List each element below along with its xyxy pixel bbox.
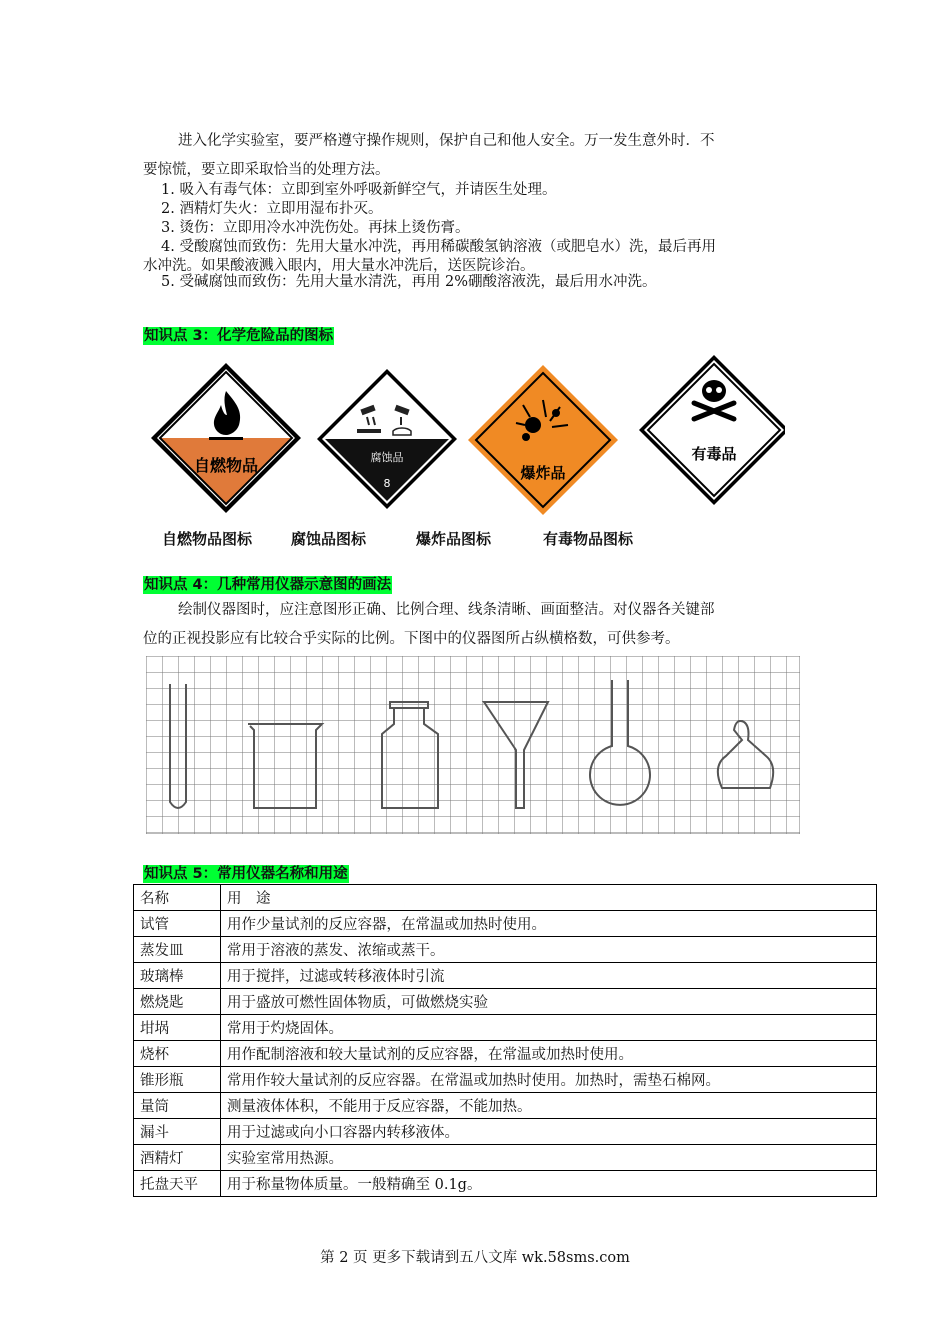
sign-text: 腐蚀品 (370, 451, 404, 464)
instrument-name: 酒精灯 (134, 1145, 221, 1171)
instrument-grid (146, 656, 800, 834)
table-row (134, 911, 877, 937)
instrument-use: 用于盛放可燃性固体物质，可做燃烧实验 (221, 989, 877, 1015)
sign-caption: 爆炸品图标 (416, 530, 492, 548)
intro-line-1: 进入化学实验室，要严格遵守操作规则，保护自己和他人安全。万一发生意外时．不 (178, 133, 715, 149)
instrument-name: 燃烧匙 (134, 989, 221, 1015)
intro-line-2: 要惊慌，要立即采取恰当的处理方法。 (143, 162, 390, 178)
instrument-name: 蒸发皿 (134, 937, 221, 963)
table-row (134, 1041, 877, 1067)
safety-item: 2. 酒精灯失火：立即用湿布扑灭。 (161, 201, 383, 217)
instrument-use: 用于搅拌，过滤或转移液体时引流 (221, 963, 877, 989)
table-header: 用 途 (221, 885, 877, 911)
instrument-name: 烧杯 (134, 1041, 221, 1067)
instrument-name: 漏斗 (134, 1119, 221, 1145)
sign-caption: 腐蚀品图标 (291, 530, 367, 548)
safety-item: 水冲洗。如果酸液溅入眼内，用大量水冲洗后，送医院诊治。 (143, 258, 535, 274)
instrument-use: 用作配制溶液和较大量试剂的反应容器，在常温或加热时使用。 (221, 1041, 877, 1067)
table-header: 名称 (134, 885, 221, 911)
instrument-name: 坩埚 (134, 1015, 221, 1041)
instrument-name: 试管 (134, 911, 221, 937)
table-row (134, 989, 877, 1015)
table-row (134, 1015, 877, 1041)
section4-line-2: 位的正视投影应有比较合乎实际的比例。下图中的仪器图所占纵横格数，可供参考。 (143, 631, 680, 647)
section4-line-1: 绘制仪器图时，应注意图形正确、比例合理、线条清晰、画面整洁。对仪器各关键部 (178, 602, 715, 618)
table-row (134, 1067, 877, 1093)
table-row (134, 937, 877, 963)
table-row (134, 963, 877, 989)
instrument-name: 托盘天平 (134, 1171, 221, 1197)
table-row (134, 1171, 877, 1197)
safety-item: 3. 烫伤：立即用冷水冲洗伤处。再抹上烫伤膏。 (161, 220, 470, 236)
table-row (134, 1093, 877, 1119)
instrument-name: 锥形瓶 (134, 1067, 221, 1093)
table-row (134, 1119, 877, 1145)
instrument-use: 常用于溶液的蒸发、浓缩或蒸干。 (221, 937, 877, 963)
instrument-use: 实验室常用热源。 (221, 1145, 877, 1171)
section-heading: 知识点 5：常用仪器名称和用途 (144, 866, 348, 882)
safety-item: 4. 受酸腐蚀而致伤：先用大量水冲洗，再用稀碳酸氢钠溶液（或肥皂水）洗，最后再用 (161, 239, 716, 255)
hazard-sign-explosive (468, 365, 618, 515)
hazard-sign-self-ignite (151, 363, 301, 513)
instrument-use: 用于过滤或向小口容器内转移液体。 (221, 1119, 877, 1145)
sign-number: 8 (383, 477, 391, 490)
instrument-use: 常用作较大量试剂的反应容器。在常温或加热时使用。加热时，需垫石棉网。 (221, 1067, 877, 1093)
section-heading: 知识点 4：几种常用仪器示意图的画法 (144, 577, 392, 593)
hazard-signs (145, 355, 785, 520)
sign-text: 爆炸品 (520, 464, 566, 482)
sign-text: 有毒品 (691, 445, 737, 463)
hazard-sign-corrosive (317, 369, 457, 509)
hazard-sign-toxic (639, 355, 785, 505)
table-header-row (134, 885, 877, 911)
sign-caption: 自燃物品图标 (162, 530, 253, 548)
instrument-name: 玻璃棒 (134, 963, 221, 989)
instrument-name: 量筒 (134, 1093, 221, 1119)
instrument-use: 用于称量物体质量。一般精确至 0.1g。 (221, 1171, 877, 1197)
instrument-table (133, 884, 877, 1197)
page-footer: 第 2 页 更多下载请到五八文库 wk.58sms.com (320, 1250, 630, 1266)
safety-item: 1. 吸入有毒气体：立即到室外呼吸新鲜空气，并请医生处理。 (161, 182, 557, 198)
table-row (134, 1145, 877, 1171)
sign-caption: 有毒物品图标 (543, 530, 634, 548)
instrument-use: 用作少量试剂的反应容器，在常温或加热时使用。 (221, 911, 877, 937)
safety-item: 5. 受碱腐蚀而致伤：先用大量水清洗，再用 2%硼酸溶液洗，最后用水冲洗。 (161, 274, 657, 290)
sign-text: 自燃物品 (193, 456, 259, 475)
instrument-use: 常用于灼烧固体。 (221, 1015, 877, 1041)
section-heading: 知识点 3：化学危险品的图标 (144, 328, 334, 344)
instrument-use: 测量液体体积，不能用于反应容器，不能加热。 (221, 1093, 877, 1119)
